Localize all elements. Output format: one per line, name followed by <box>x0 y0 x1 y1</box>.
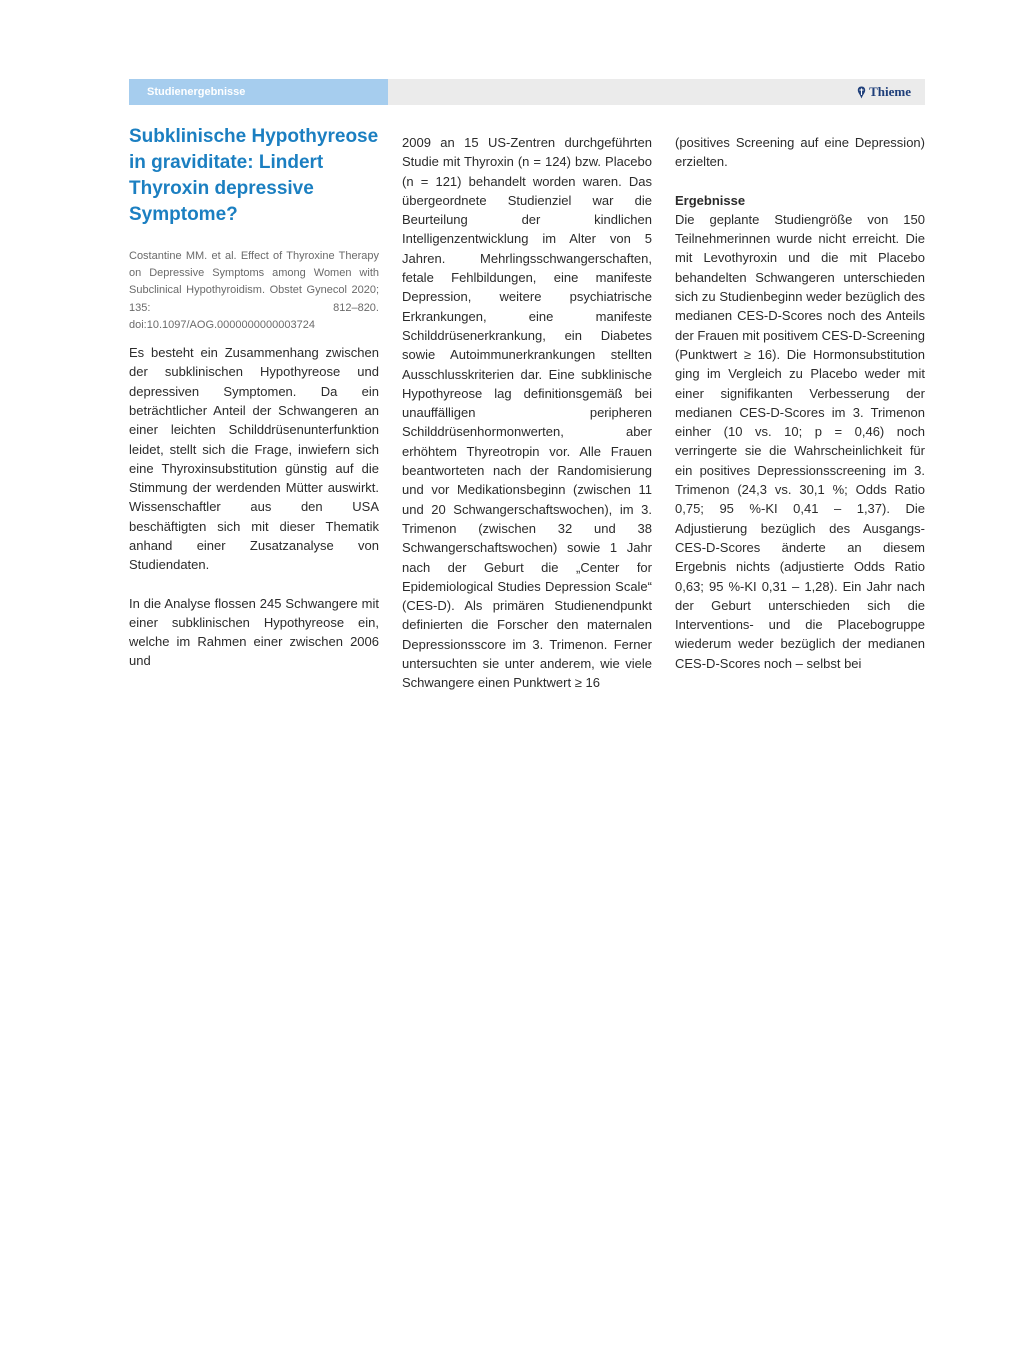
results-heading: Ergebnisse <box>675 192 746 208</box>
article-title: Subklinische Hypothyreose in graviditate: Lindert Thyroxin depressive Symptome? <box>129 126 379 225</box>
results-paragraph: Die geplante Studiengröße von 150 Teilnehmerinnen wurde nicht erreicht. Die mit Levothyroxin und die mit Placebo behandelten Schwangeren unterschieden sich zu Studienbeginn weder bezüglich des medianen CES-D-Scores noch des Anteils der Frauen mit positivem CES-D-Screening (Punktwert ≥ 16). Die Hormonsubstitution ging im Vergleich zu Placebo weder mit einer signifikanten Verbesserung der medianen CES-D-Scores im 3. Trimenon einher (10 vs. 10; p = 0,46) noch verringerte sie die Wahrscheinlichkeit für ein positives Depressionsscreening im 3. Trimenon (24,3 vs. 30,1 %; Odds Ratio 0,75; 95 %-KI 0,41 – 1,37). Die Adjustierung bezüglich des Ausgangs-CES-D-Scores änderte an diesem Ergebnis nichts (adjustierte Odds Ratio 0,63; 95 %-KI 0,31 – 1,28). Ein Jahr nach der Geburt unterschieden sich die Interventions- und die Placebogruppe wiederum weder bezüglich der medianen CES-D-Scores noch – selbst bei <box>675 211 925 671</box>
methods-paragraph-end: (positives Screening auf eine Depression) erzielten. <box>675 135 925 170</box>
methods-paragraph-start: In die Analyse flossen 245 Schwangere mit einer subklinischen Hypothyreose ein, welche im Rahmen einer zwischen 2006 und <box>129 595 379 669</box>
methods-paragraph-continued: 2009 an 15 US-Zentren durchgeführten Studie mit Thyroxin (n = 124) bzw. Placebo (n = 121) behandelt worden waren. Das übergeordnete Studienziel war die Beurteilung der kindlichen Intelligenzentwicklung im Alter von 5 Jahren. Mehrlingsschwangerschaften, fetale Fehlbildungen, eine manifeste Depression, weitere psychiatrische Erkrankungen, eine manifeste Schilddrüsenerkrankung, ein Diabetes sowie Autoimmunerkrankungen stellten Ausschlusskriterien dar. Eine subklinische Hypothyreose lag definitionsgemäß bei unauffälligen peripheren Schilddrüsenhormonwerten, aber erhöhtem Thyreotropin vor. Alle Frauen beantworteten nach der Randomisierung und vor Medikationsbeginn (zwischen 11 und 20 Schwangerschaftswochen), im 3. Trimenon (zwischen 32 und 38 Schwangerschaftswochen) sowie 1 Jahr nach der Geburt die „Center for Epidemiological Studies Depression Scale“ (CES-D). Als primären Studienendpunkt definierten die Forscher den maternalen Depressionsscore im 3. Trimenon. Ferner untersuchten sie unter anderem, wie viele Schwangere einen Punktwert ≥ 16 <box>402 135 652 691</box>
publisher-logo <box>857 79 911 105</box>
column-3 <box>675 133 925 673</box>
thieme-logo-icon <box>857 86 866 99</box>
publisher-name: Thieme <box>869 84 911 99</box>
intro-paragraph: Es besteht ein Zusammenhang zwischen der subklinischen Hypothyreose und depressiven Symptomen. Da ein beträchtlicher Anteil der Schwangeren an einer leichten Schilddrüsenunterfunktion leidet, stellt sich die Frage, inwiefern sich eine Thyroxinsubstitution günstig auf die Stimmung der werdenden Mütter auswirkt. Wissenschaftler aus den USA beschäftigten sich mit dieser Thematik anhand einer Zusatzanalyse von Studiendaten. <box>129 345 379 573</box>
column-2 <box>402 133 652 693</box>
citation: Costantine MM. et al. Effect of Thyroxine Therapy on Depressive Symptoms among Women with Subclinical Hypothyroidism. Obstet Gynecol 2020; 135: 812–820. doi:10.1097/AOG.0000000000003724 <box>129 250 379 331</box>
section-label: Studienergebnisse <box>129 79 388 105</box>
header-bar <box>129 79 925 105</box>
column-1 <box>129 124 379 671</box>
